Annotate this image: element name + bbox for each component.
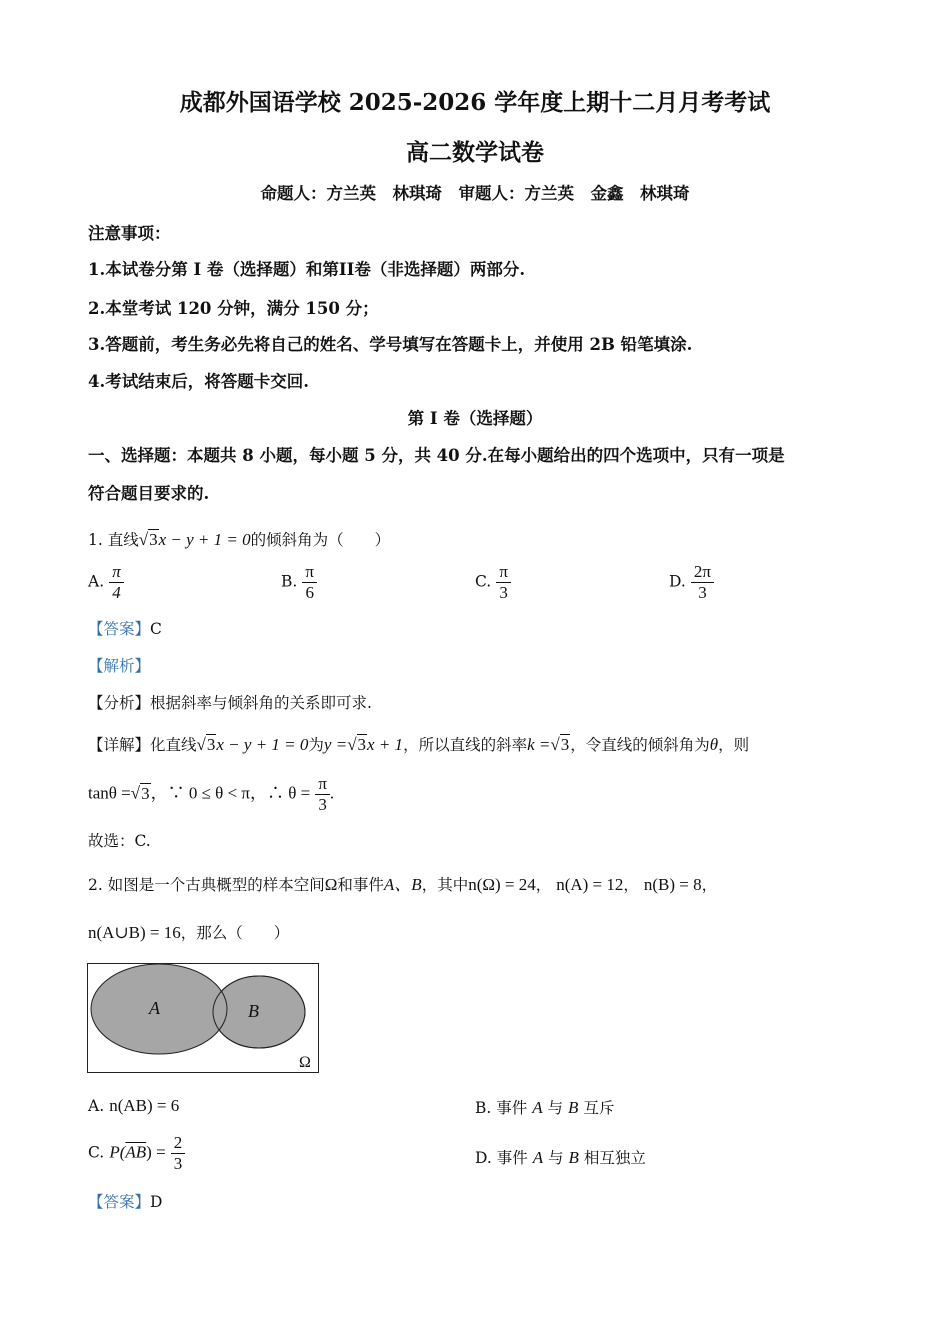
q2-sep-3: ， <box>701 876 718 894</box>
fraction-numerator: π <box>315 774 330 795</box>
option-event-a: A <box>532 1148 544 1167</box>
q2-n-b: n(B) = 8 <box>643 875 702 894</box>
detail-k-sqrt: 3 <box>560 735 570 754</box>
option-label: D. <box>475 1149 492 1167</box>
tan-text: tanθ = <box>88 783 131 803</box>
q2-events: A、B <box>383 875 422 894</box>
q2-option-c <box>88 1133 185 1173</box>
detail-eq2-sqrt: 3 <box>357 735 367 754</box>
option-label: D. <box>669 572 686 591</box>
fraction-denominator: 4 <box>112 582 121 602</box>
detail-tag: 【详解】 <box>88 736 151 754</box>
option-event-b: B <box>568 1148 579 1167</box>
fraction-denominator: 3 <box>698 582 707 602</box>
q1-prefix: 直线 <box>107 531 139 549</box>
q1-option-d <box>669 562 714 602</box>
section-title: 第 I 卷（选择题） <box>407 409 543 428</box>
q2-number: 2. <box>88 876 103 894</box>
notice-item-2: 2.本堂考试 120 分钟，满分 150 分； <box>88 299 379 318</box>
detail-k: k = <box>527 735 551 754</box>
answer-tag: 【答案】 <box>88 620 151 638</box>
q2-option-a <box>88 1096 179 1116</box>
fraction-denominator: 3 <box>173 1153 183 1173</box>
option-fraction <box>109 562 124 602</box>
detail-eq2-pre: y = <box>323 735 348 754</box>
fraction-numerator: 2π <box>691 562 714 583</box>
q1-equation-rest: x − y + 1 = 0 <box>158 530 251 549</box>
q1-sqrt: 3 <box>149 530 158 549</box>
prob-post: ) = <box>146 1142 166 1162</box>
q2-option-b <box>475 1096 614 1118</box>
detail-text-c: ，所以直线的斜率 <box>403 736 528 754</box>
prob-pre: P( <box>109 1142 126 1162</box>
q1-fenxi <box>88 691 372 713</box>
notice-item-1: 1.本试卷分第 I 卷（选择题）和第II卷（非选择题）两部分. <box>88 260 526 279</box>
q2-n-omega: n(Ω) = 24 <box>468 875 536 894</box>
q1-choose: 故选：C. <box>88 832 151 850</box>
q2-n-a: n(A) = 12 <box>556 875 624 894</box>
detail-eq1-sqrt: 3 <box>206 735 216 754</box>
fraction-denominator: 3 <box>318 794 327 814</box>
option-event-b: B <box>568 1098 579 1117</box>
q2-stem-line-1 <box>88 870 717 895</box>
fraction-numerator: π <box>109 562 124 583</box>
q1-equation: √3x − y + 1 = 0 <box>138 530 251 549</box>
notice-heading: 注意事项： <box>88 224 171 243</box>
fraction-denominator: 6 <box>305 582 314 602</box>
q1-option-c <box>475 562 511 602</box>
section-intro-line-1: 一、选择题：本题共 8 小题，每小题 5 分，共 40 分.在每小题给出的四个选项中，只有一项是 <box>88 446 785 465</box>
answer-tag: 【答案】 <box>88 1193 151 1211</box>
option-label: C. <box>88 1143 105 1162</box>
fraction-denominator: 3 <box>499 582 508 602</box>
q2-n-union: n(A∪B) = 16 <box>88 923 181 942</box>
q1-analysis-tag: 【解析】 <box>88 657 151 675</box>
option-fraction <box>496 562 511 602</box>
notice-item-3: 3.答题前，考生务必先将自己的姓名、学号填写在答题卡上，并使用 2B 铅笔填涂. <box>88 335 693 354</box>
option-label: C. <box>475 572 492 591</box>
detail-equation-1: √3x − y + 1 = 0 <box>196 735 309 754</box>
detail-text-e: ，则 <box>718 736 750 754</box>
venn-label-b: B <box>248 1001 259 1021</box>
option-text-mid: 与 <box>548 1149 564 1167</box>
q2-text-d: ，那么（ ） <box>180 924 290 942</box>
option-text-mid: 与 <box>547 1099 564 1117</box>
exam-subtitle: 高二数学试卷 <box>406 139 544 166</box>
q2-sep-2: ， <box>623 876 639 894</box>
detail-text-b: 为 <box>308 736 324 754</box>
detail-eq1-rest: x − y + 1 = 0 <box>216 735 309 754</box>
answer-value: D <box>150 1193 163 1211</box>
q2-sep-1: ， <box>535 876 552 894</box>
option-label: B. <box>475 1099 492 1117</box>
venn-diagram <box>87 963 319 1073</box>
option-fraction <box>302 562 317 602</box>
q1-option-b <box>281 562 317 602</box>
q1-option-a <box>88 562 124 602</box>
fraction-numerator: 2 <box>171 1133 186 1154</box>
option-text-pre: 事件 <box>496 1149 528 1167</box>
theta-fraction <box>315 774 330 814</box>
q2-text-c: ，其中 <box>421 876 469 894</box>
exam-authors: 命题人：方兰英 林琪琦 审题人：方兰英 金鑫 林琪琦 <box>260 184 690 203</box>
q2-text-a: 如图是一个古典概型的样本空间 <box>107 876 325 894</box>
option-expression: n(AB) = 6 <box>109 1096 180 1115</box>
option-expression <box>109 1143 165 1162</box>
q2-omega: Ω <box>324 875 338 894</box>
q1-answer <box>88 617 162 639</box>
detail-text-d: ，令直线的倾斜角为 <box>570 736 710 754</box>
answer-value: C <box>150 620 162 638</box>
q1-detail-line-2 <box>88 774 334 814</box>
q1-suffix: 的倾斜角为（ ） <box>250 531 391 549</box>
q2-text-b: 和事件 <box>337 876 384 894</box>
fenxi-tag: 【分析】 <box>88 694 151 712</box>
q2-answer <box>88 1190 162 1212</box>
q1-detail-line-1 <box>88 733 749 755</box>
exam-title: 成都外国语学校 2025-2026 学年度上期十二月月考考试 <box>179 89 771 116</box>
section-intro-line-2: 符合题目要求的. <box>88 484 210 503</box>
theta-range: ，∵ 0 ≤ θ < π，∴ θ = <box>150 783 311 803</box>
detail-eq2-rest: x + 1 <box>367 735 404 754</box>
option-label: B. <box>281 572 298 591</box>
fraction-numerator: π <box>496 562 511 583</box>
q1-number: 1. <box>88 531 103 549</box>
tan-sqrt: 3 <box>141 783 150 803</box>
option-text-end: 相互独立 <box>583 1149 646 1167</box>
detail-theta: θ <box>709 735 719 754</box>
detail-equation-2: y =√3x + 1 <box>323 735 404 754</box>
q2-option-d <box>475 1146 646 1168</box>
option-fraction <box>691 562 714 602</box>
option-text-pre: 事件 <box>496 1099 528 1117</box>
notice-item-4: 4.考试结束后，将答题卡交回. <box>88 372 309 391</box>
option-fraction <box>171 1133 186 1173</box>
line-end: . <box>329 783 335 803</box>
option-label: A. <box>88 572 105 591</box>
venn-label-omega: Ω <box>299 1054 311 1071</box>
fenxi-text: 根据斜率与倾斜角的关系即可求. <box>150 694 372 712</box>
venn-label-a: A <box>149 998 160 1018</box>
option-text-end: 互斥 <box>583 1099 615 1117</box>
tan-equation: tanθ =√3 <box>88 783 150 803</box>
fraction-numerator: π <box>302 562 317 583</box>
detail-slope: k =√3 <box>527 735 570 754</box>
option-event-a: A <box>532 1098 543 1117</box>
q1-stem <box>88 528 390 550</box>
q2-stem-line-2 <box>88 921 289 943</box>
detail-text-a: 化直线 <box>150 736 197 754</box>
option-label: A. <box>88 1097 105 1115</box>
prob-complement: $\overline{AB}$ <box>125 1142 147 1162</box>
